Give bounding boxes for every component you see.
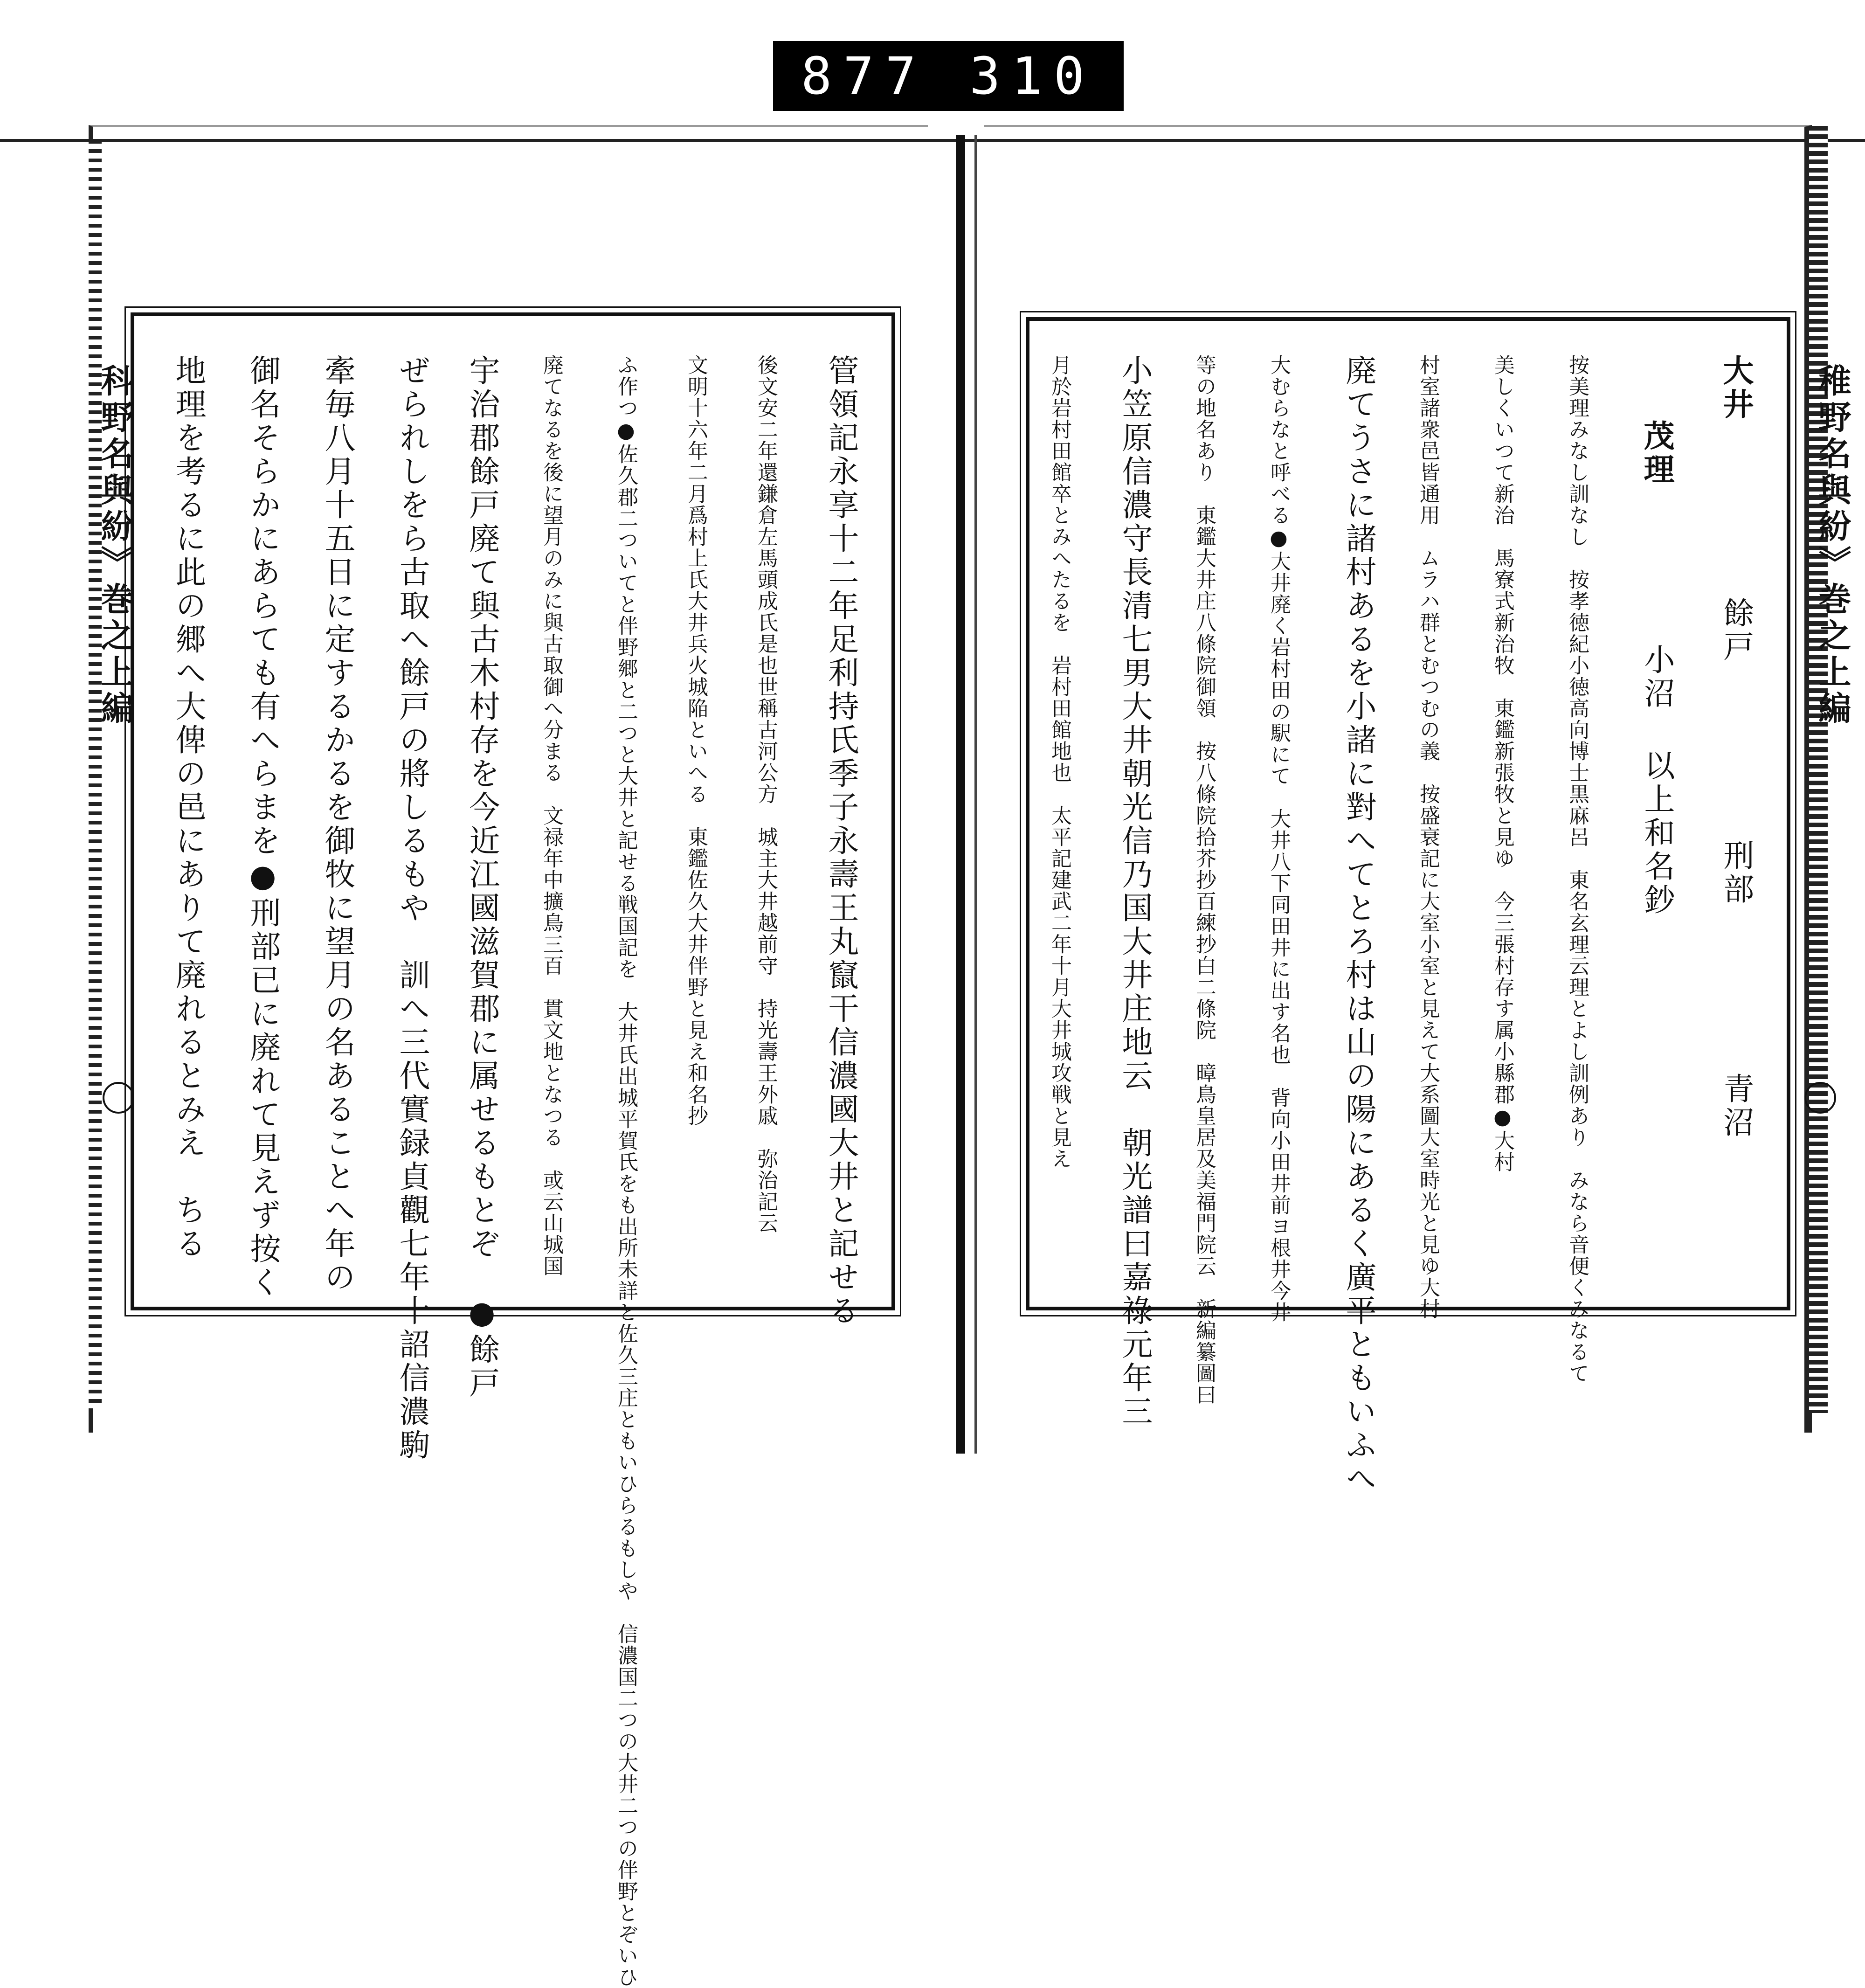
right-col-1: 大井 <box>1718 354 1754 422</box>
right-col-3: 刑部 <box>1718 839 1754 907</box>
left-col-1: 管領記永享十二年足利持氏季子永壽王丸竄干信濃國大井と記せる <box>823 354 859 1328</box>
left-page-side-title: 科野名與紛》巻之上編 <box>96 364 134 727</box>
right-col-6: 小沼 以上和名鈔 <box>1639 644 1675 917</box>
right-col-7: 按美理みなし訓なし 按孝徳紀小徳高向博士黒麻呂 東名玄理云理とよし訓例あり みなら音便くみなるて <box>1565 354 1589 1384</box>
left-col-5: 廃てなるを後に望月のみに與古取御へ分まる 文禄年中擴鳥三百 貫文地となつる 或云山城国 <box>539 354 563 1277</box>
film-frame-label <box>773 41 1124 111</box>
left-col-8: 牽毎八月十五日に定するかるを御牧に望月の名あることへ年の <box>319 354 355 1295</box>
left-col-7: ぜられしをら古取へ餘戸の將しるもや 訓へ三代實録貞觀七年十詔信濃駒 <box>394 354 430 1462</box>
frame-number-right: 310 <box>969 46 1096 106</box>
book-gutter <box>956 135 965 1454</box>
left-col-9: 御名そらかにあらても有へらまを●刑部已に廃れて見えず按く <box>245 354 281 1300</box>
left-col-3: 文明十六年二月爲村上氏大井兵火城陥といへる 東鑑佐久大井伴野と見え和名抄 <box>684 354 708 1127</box>
right-col-12: 等の地名あり 東鑑大井庄八條院御領 按八條院拾芥抄百練抄白二條院 暲鳥皇居及美福門院云 新編纂圖曰 <box>1192 354 1216 1406</box>
left-col-6: 宇治郡餘戸廃て與古木村存を今近江國滋賀郡に属せるもとぞ ●餘戸 <box>464 354 500 1400</box>
right-col-10: 廃てうさに諸村あるを小諸に對へてとろ村は山の陽にあるく廣平ともいふへ <box>1340 354 1376 1496</box>
left-col-10: 地理を考るに此の郷へ大俾の邑にありて廃れるとみえ ちる <box>170 354 206 1261</box>
right-col-2: 餘戸 <box>1718 597 1754 664</box>
right-col-13: 小笠原信濃守長清七男大井朝光信乃国大井庄地云 朝光譜曰嘉祿元年三 <box>1117 354 1153 1429</box>
right-col-9: 村室諸衆邑皆通用 ムラハ群とむつむの義 按盛衰記に大室小室と見えて大系圖大室時光と見ゆ大村 <box>1416 354 1440 1320</box>
right-page-side-title: 稚野名與紛》巻之上編 <box>1813 364 1852 727</box>
right-col-4: 青沼 <box>1718 1073 1754 1140</box>
right-col-11: 大むらなと呼べる●大井廃く岩村田の駅にて 大井八下同田井に出す名也 背向小田井前ヨ根井今井 <box>1267 354 1291 1323</box>
left-page-mark <box>103 1082 134 1114</box>
right-binding-strip <box>1809 126 1828 1413</box>
right-page-mark <box>1804 1082 1836 1114</box>
right-col-14: 月於岩村田館卒とみへたるを 岩村田館地也 太平記建武二年十月大井城攻戦と見え <box>1048 354 1071 1170</box>
frame-number-left: 877 <box>801 46 927 106</box>
right-col-5: 茂理 <box>1638 420 1675 487</box>
left-col-2: 後文安二年還鎌倉左馬頭成氏是也世稱古河公方 城主大井越前守 持光壽王外戚 弥治記云 <box>754 354 778 1234</box>
left-binding-strip <box>89 140 102 1408</box>
right-col-8: 美しくいつて新治 馬寮式新治牧 東鑑新張牧と見ゆ 今三張村存す属小縣郡●大村 <box>1491 354 1514 1173</box>
book-gutter-line <box>974 135 977 1454</box>
left-col-4: ふ作つ●佐久郡二ついてと伴野郷と二つと大井と記せる戦国記を 大井氏出城平賀氏をも出所未詳と佐久三庄ともいひらるもしや 信濃国二つの大井二つの伴野とぞいひ <box>614 354 638 1988</box>
